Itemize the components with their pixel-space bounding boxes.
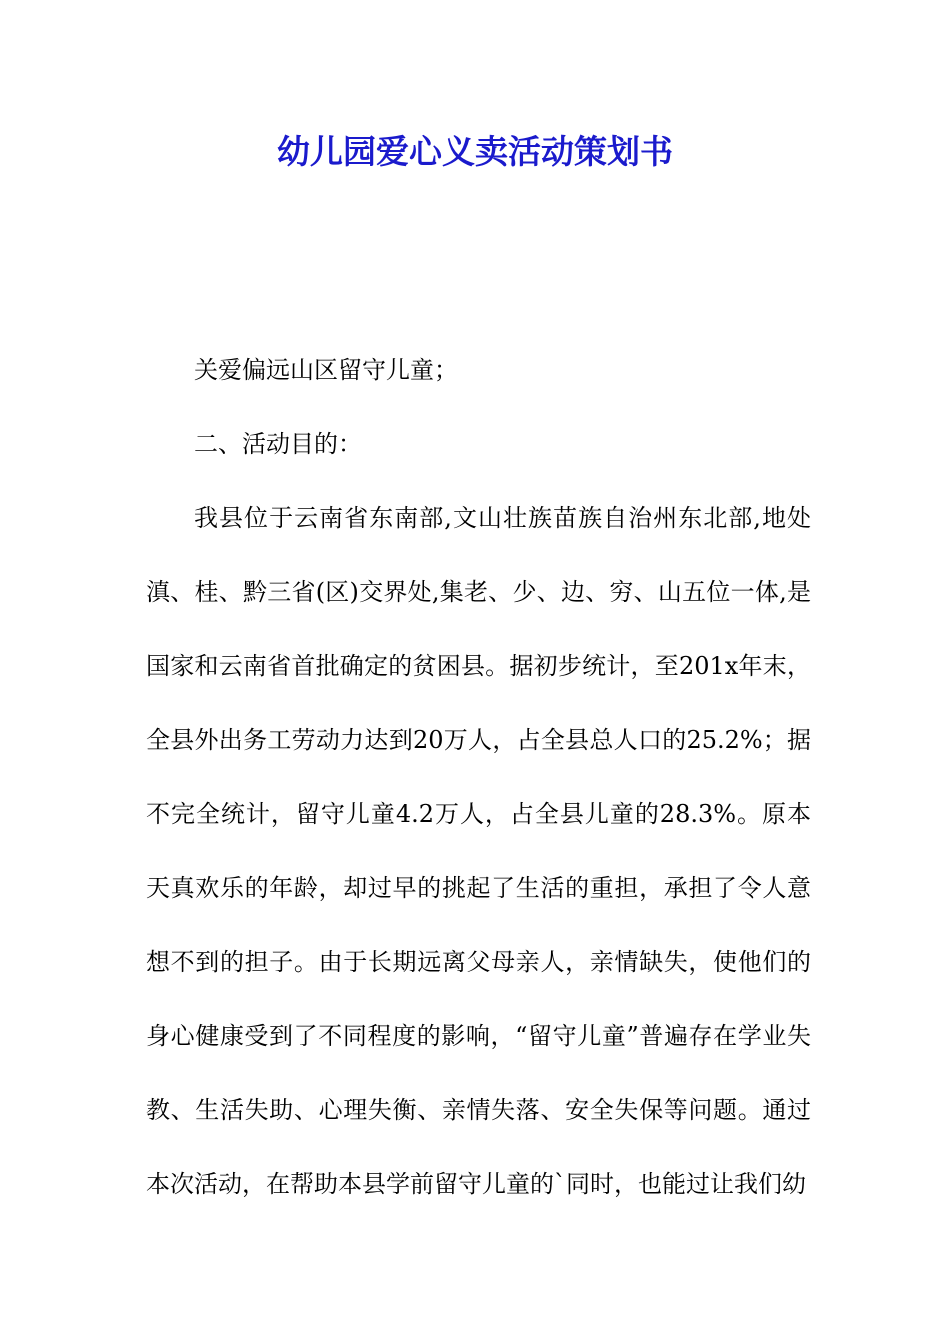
paragraph-theme: 关爱偏远山区留守儿童； [194,356,458,384]
document-title: 幼儿园爱心义卖活动策划书 [277,132,673,171]
paragraph-purpose-body: 我县位于云南省东南部,文山壮族苗族自治州东北部,地处滇、桂、黔三省(区)交界处,集老、少、边、穷、山五位一体,是国家和云南省首批确定的贫困县。据初步统计，至201x年末，全县外出务工劳动力达到20万人，占全县总人口的25.2%；据不完全统计，留守儿童4.2万人，占全县儿童的28.3%。原本天真欢乐的年龄，却过早的挑起了生活的重担，承担了令人意想不到的担子。由于长期远离父母亲人，亲情缺失，使他们的身心健康受到了不同程度的影响，“留守儿童”普遍存在学业失教、生活失助、心理失衡、亲情失落、安全失保等问题。通过本次活动，在帮助本县学前留守儿童的`同时，也能过让我们幼 [146,504,811,1198]
section-heading-purpose: 二、活动目的： [194,430,362,458]
document-body [146,333,811,1221]
